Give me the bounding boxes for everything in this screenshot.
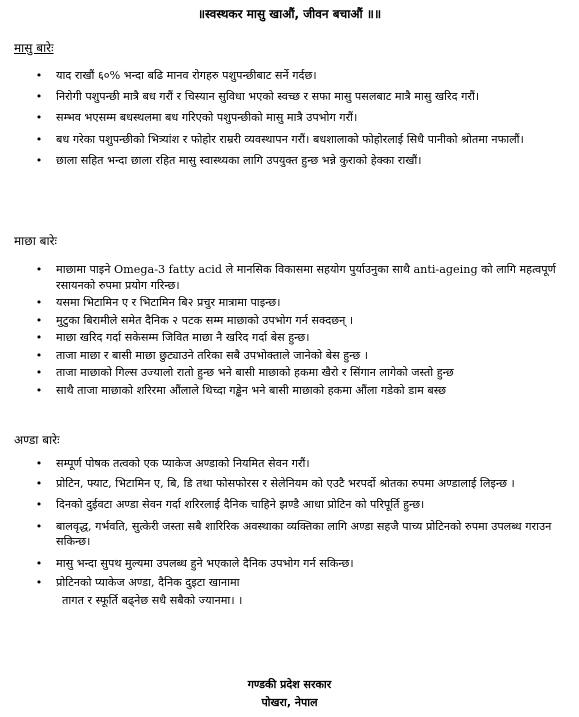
bullet-icon: • [35,576,43,589]
list-item: • ताजा माछा र बासी माछा छुट्याउने तरिका सबै उपभोक्ताले जानेको बेस हुन्छ । [35,348,369,362]
egg-heading: अण्डा बारेः [14,433,60,447]
list-item: • मासु भन्दा सुपथ मुल्यमा उपलब्ध हुने भएकाले दैनिक उपभोग गर्न सकिन्छ। [35,556,354,570]
bullet-icon: • [35,519,43,533]
list-item: • प्रोटिन, फ्याट, भिटामिन ए, बि, डि तथा फोसफोरस र सेलेनियम को एउटै भरपर्दो श्रोतका रुपमा अण्डालाई लिइन्छ । [35,476,515,490]
bullet-icon: • [35,331,43,344]
bullet-icon: • [35,383,43,397]
fish-heading: माछा बारेः [14,234,57,248]
bullet-icon: • [35,69,43,82]
bullet-icon: • [35,313,43,327]
list-item: • याद राखौं ६०% भन्दा बढि मानव रोगहरु पशुपन्छीबाट सर्ने गर्दछ। [35,69,317,82]
bullet-icon: • [35,476,43,490]
list-item: • मुटुका बिरामीले समेत दैनिक २ पटक सम्म माछाको उपभोग गर्न सक्दछन् । [35,313,354,327]
list-item: • निरोगी पशुपन्छी मात्रै बध गरौं र चिस्यान सुविधा भएको स्वच्छ र सफा मासु पसलबाट मात्रै मासु खरिद गरौं। [35,89,480,103]
bullet-icon: • [35,296,43,309]
list-item: • सम्पूर्ण पोषक तत्वको एक प्याकेज अण्डाको नियमित सेवन गरौं। [35,457,310,470]
egg-list [0,456,579,608]
list-item: • माछा खरिद गर्दा सकेसम्म जिवित माछा नै खरिद गर्दा बेस हुन्छ। [35,331,310,344]
document-title: ॥स्वस्थकर मासु खाऔं, जीवन बचाऔं ॥॥ [197,7,382,21]
list-item: • साथै ताजा माछाको शरिरमा औंलाले थिच्दा गड्ढेन भने बासी माछाको हकमा औंला गडेको डाम बस्छ [35,383,446,397]
bullet-icon: • [35,348,43,362]
list-item: • छाला सहित भन्दा छाला रहित मासु स्वास्थ्यका लागि उपयुक्त हुन्छ भन्ने कुराको हेक्का राखौं। [35,154,422,167]
list-item: • माछामा पाइने Omega-3 fatty acid ले मानसिक विकासमा सहयोग पुर्याउनुका साथै anti-ageing को लागि महत्वपूर्ण रसायनको रुपमा प्रयोग गरिन्छ। [35,263,556,292]
bullet-icon: • [35,132,43,146]
fish-list [0,262,579,398]
meat-heading: मासु बारेः [14,41,54,55]
list-item: • सम्भव भएसम्म बधस्थलमा बध गरिएको पशुपन्छीको मासु मात्रै उपभोग गरौं। [35,111,358,124]
bullet-icon: • [35,263,43,276]
bullet-icon: • [35,498,43,511]
list-item-continuation: तागत र स्फूर्ति बढ्नेछ सधै सबैको ज्यानमा। । [62,593,243,607]
list-item: • बालवृद्ध, गर्भवति, सुत्केरी जस्ता सबै शारिरिक अवस्थाका व्यक्तिका लागि अण्डा सहजै पाच्य प्रोटिनको रुपमा उपलब्ध गराउन सकिन्छ। [35,519,552,548]
list-item: • दिनको दुईवटा अण्डा सेवन गर्दा शरिरलाई दैनिक चाहिने झण्डै आधा प्रोटिन को परिपूर्ति हुन्छ। [35,498,425,511]
bullet-icon: • [35,457,43,470]
bullet-icon: • [35,366,43,379]
bullet-icon: • [35,556,43,570]
bullet-icon: • [35,154,43,167]
meat-list [0,68,579,169]
bullet-icon: • [35,111,43,124]
list-item: • बध गरेका पशुपन्छीको भित्र्यांश र फोहोर राम्ररी व्यवस्थापन गरौं। बधशालाको फोहोरलाई सिधै पानीको श्रोतमा नफालौं। [35,132,524,146]
list-item: • प्रोटिनको प्याकेज अण्डा, दैनिक दुइटा खानामा [35,576,240,589]
list-item: • ताजा माछाको गिल्स उज्यालो रातो हुन्छ भने बासी माछाको हकमा खैरो र सिंगान लागेको जस्तो हुन्छ [35,366,454,379]
footer-location: पोखरा, नेपाल [261,696,318,709]
bullet-icon: • [35,89,43,103]
list-item: • यसमा भिटामिन ए र भिटामिन बि२ प्रचुर मात्रामा पाइन्छ। [35,296,281,309]
footer-office: गण्डकी प्रदेश सरकार [247,678,332,691]
